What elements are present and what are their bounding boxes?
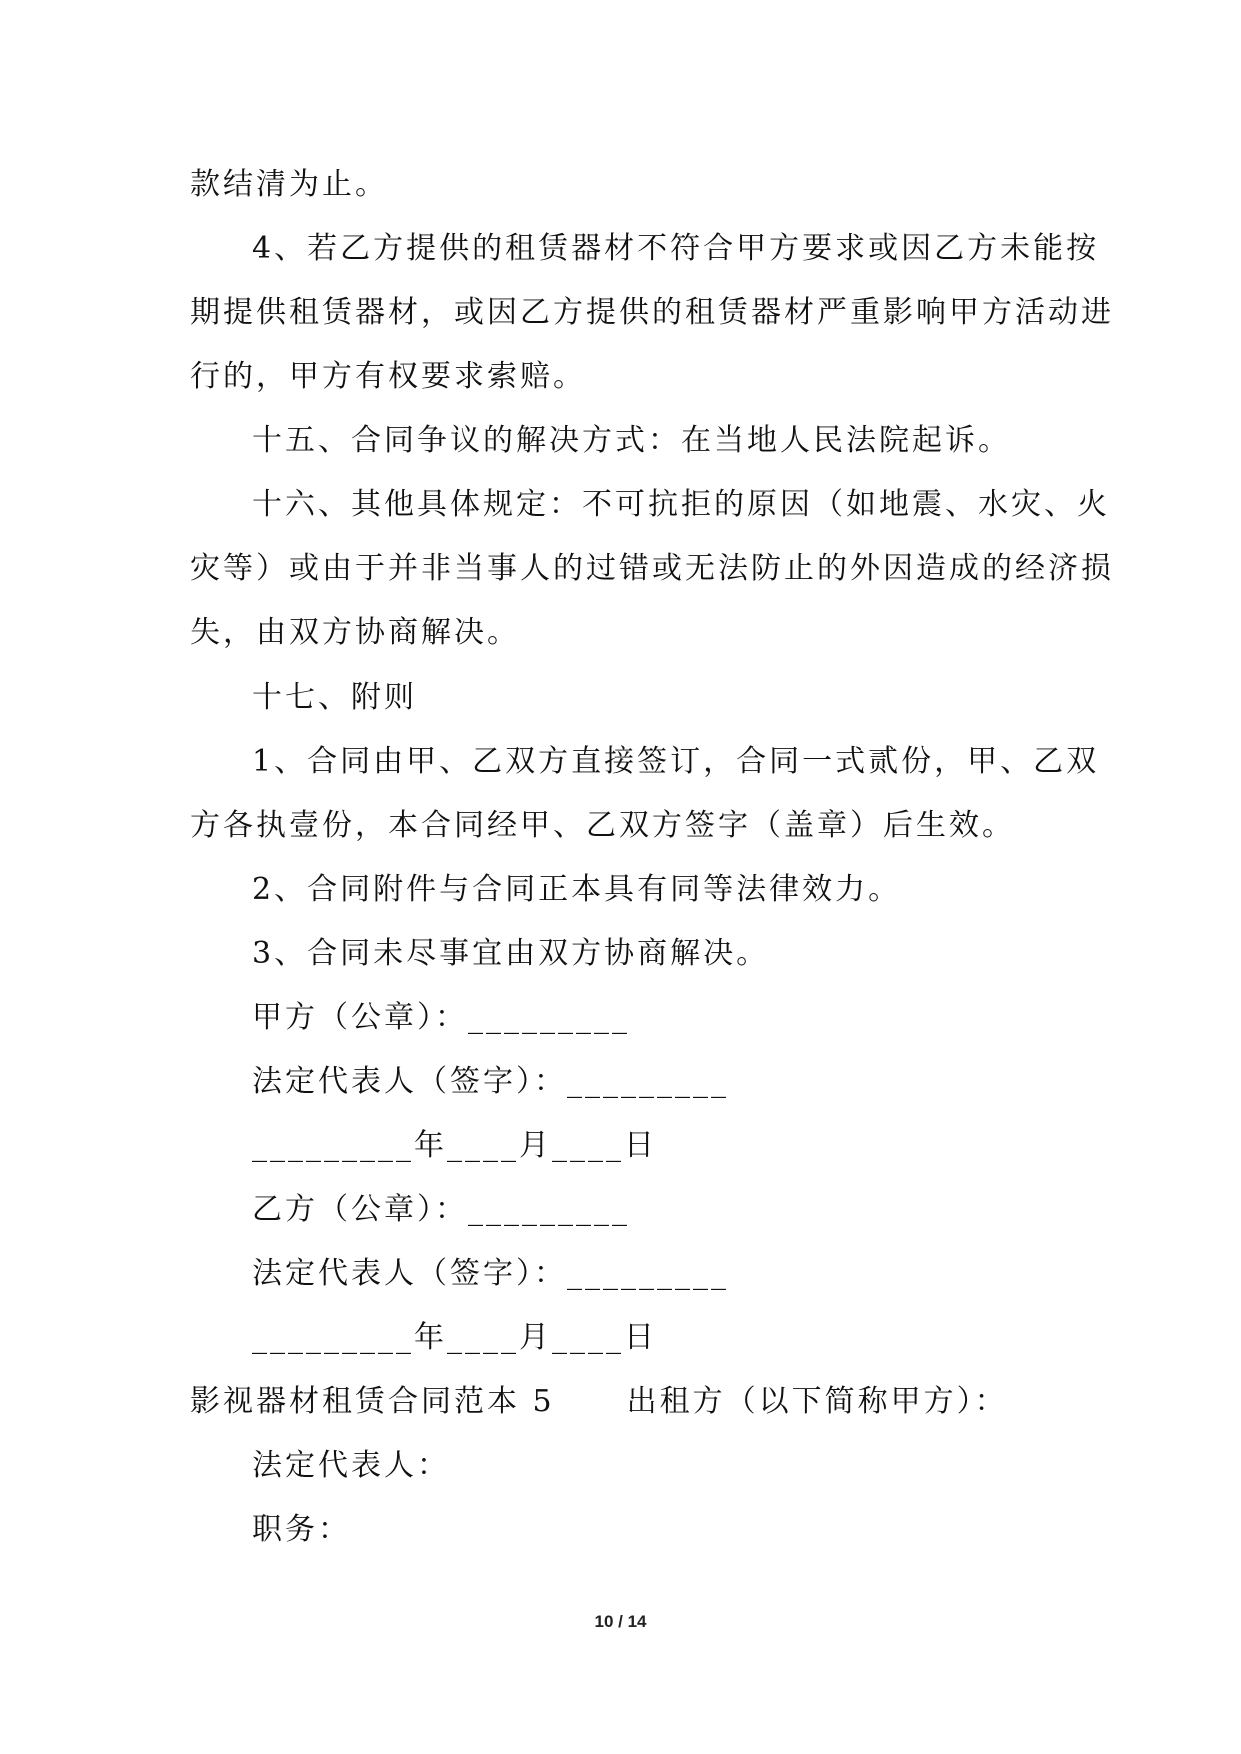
paragraph-line: 1、合同由甲、乙双方直接签订，合同一式贰份，甲、乙双 — [252, 744, 1100, 779]
page-number: 10 / 14 — [594, 1612, 647, 1631]
party-b-signature-line: 法定代表人（签字）：_________ — [252, 1256, 729, 1291]
paragraph-line: 2、合同附件与合同正本具有同等法律效力。 — [252, 872, 902, 907]
paragraph-line: 款结清为止。 — [190, 167, 388, 202]
party-a-date-line: _________年____月____日 — [252, 1128, 657, 1163]
paragraph-line: 方各执壹份，本合同经甲、乙双方签字（盖章）后生效。 — [190, 808, 1015, 843]
party-b-seal-line: 乙方（公章）：_________ — [252, 1192, 630, 1227]
lessor-label: 出租方（以下简称甲方）： — [626, 1384, 1008, 1419]
clause-16: 十六、其他具体规定：不可抗拒的原因（如地震、水灾、火 — [252, 487, 1110, 522]
paragraph-line: 期提供租赁器材，或因乙方提供的租赁器材严重影响甲方活动进 — [190, 295, 1114, 330]
clause-15: 十五、合同争议的解决方式：在当地人民法院起诉。 — [252, 423, 1011, 458]
position-line: 职务： — [252, 1512, 351, 1547]
paragraph-line: 灾等）或由于并非当事人的过错或无法防止的外因造成的经济损 — [190, 551, 1114, 586]
contract-title: 影视器材租赁合同范本 5 — [190, 1384, 555, 1419]
paragraph-line: 失，由双方协商解决。 — [190, 615, 520, 650]
party-a-signature-line: 法定代表人（签字）：_________ — [252, 1064, 729, 1099]
party-b-date-line: _________年____月____日 — [252, 1320, 657, 1355]
contract-title-line — [190, 1382, 1008, 1422]
party-a-seal-line: 甲方（公章）：_________ — [252, 1000, 630, 1035]
legal-representative-line: 法定代表人： — [252, 1448, 450, 1483]
paragraph-line: 3、合同未尽事宜由双方协商解决。 — [252, 936, 770, 971]
paragraph-line: 4、若乙方提供的租赁器材不符合甲方要求或因乙方未能按 — [252, 231, 1100, 266]
paragraph-line: 行的，甲方有权要求索赔。 — [190, 359, 586, 394]
clause-17-heading: 十七、附则 — [252, 680, 417, 715]
